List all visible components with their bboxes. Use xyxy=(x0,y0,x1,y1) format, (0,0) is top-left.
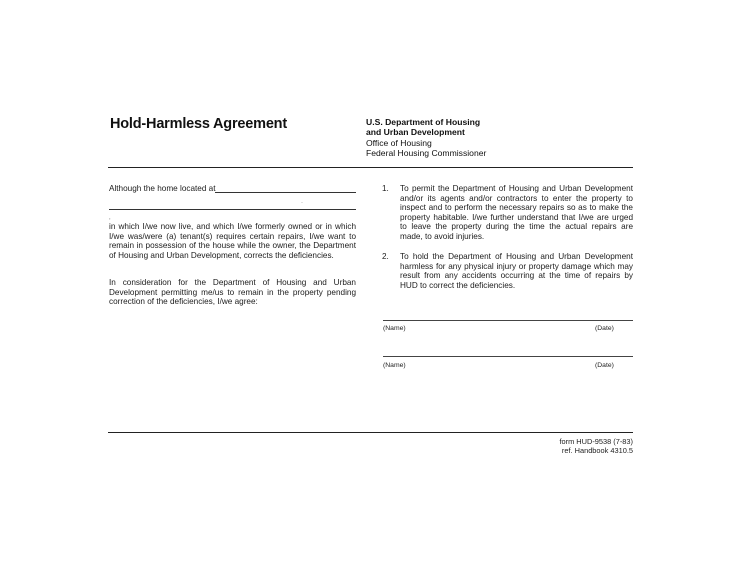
agency-line-1: U.S. Department of Housing xyxy=(366,117,481,127)
header-divider xyxy=(108,167,633,168)
name-label-1: (Name) xyxy=(383,325,406,332)
paragraph-1: in which I/we now live, and which I/we formerly owned or in which I/we was/were (a) tenant(s) requires certain repairs, I/we want to remain in possession of the house while the owner, the Department of Housing and Urban Development, corrects the deficiencies. xyxy=(109,222,356,260)
home-address-field[interactable] xyxy=(215,192,356,193)
footer-divider xyxy=(108,432,633,433)
page-title: Hold-Harmless Agreement xyxy=(110,116,287,132)
signature-line-2[interactable] xyxy=(383,356,633,357)
form-identifier xyxy=(480,437,633,455)
signature-line-1[interactable] xyxy=(383,320,633,321)
date-label-2: (Date) xyxy=(595,362,614,369)
home-located-label: Although the home located at xyxy=(109,184,216,193)
field-mark-2: , xyxy=(109,215,111,221)
agency-block xyxy=(366,117,486,159)
item-1-number: 1. xyxy=(382,184,389,193)
handbook-reference: ref. Handbook 4310.5 xyxy=(561,446,633,455)
home-address-field-line-2[interactable] xyxy=(109,209,356,210)
item-2-text: To hold the Department of Housing and Urban Development harmless for any physical injury or property damage which may result from any accidents occurring at the time of repairs by HUD to correct the deficiencies. xyxy=(400,252,633,290)
paragraph-2: In consideration for the Department of Housing and Urban Development permitting me/us to remain in the property pending correction of the deficiencies, I/we agree: xyxy=(109,278,356,307)
item-2-number: 2. xyxy=(382,252,389,261)
name-label-2: (Name) xyxy=(383,362,406,369)
agency-line-3: Office of Housing xyxy=(366,137,432,148)
agency-line-2: and Urban Development xyxy=(366,127,465,138)
date-label-1: (Date) xyxy=(595,325,614,332)
item-1-text: To permit the Department of Housing and Urban Development and/or its agents and/or contractors to enter the property to inspect and to perform the necessary repairs so as to make the property habitable. I/we further understand that I/we are urged to leave the property during the time the actual repairs are made, to avoid injuries. xyxy=(400,184,633,241)
form-number: form HUD-9538 (7-83) xyxy=(559,437,633,446)
agency-line-4: Federal Housing Commissioner xyxy=(366,148,487,159)
field-mark: · xyxy=(301,200,303,206)
